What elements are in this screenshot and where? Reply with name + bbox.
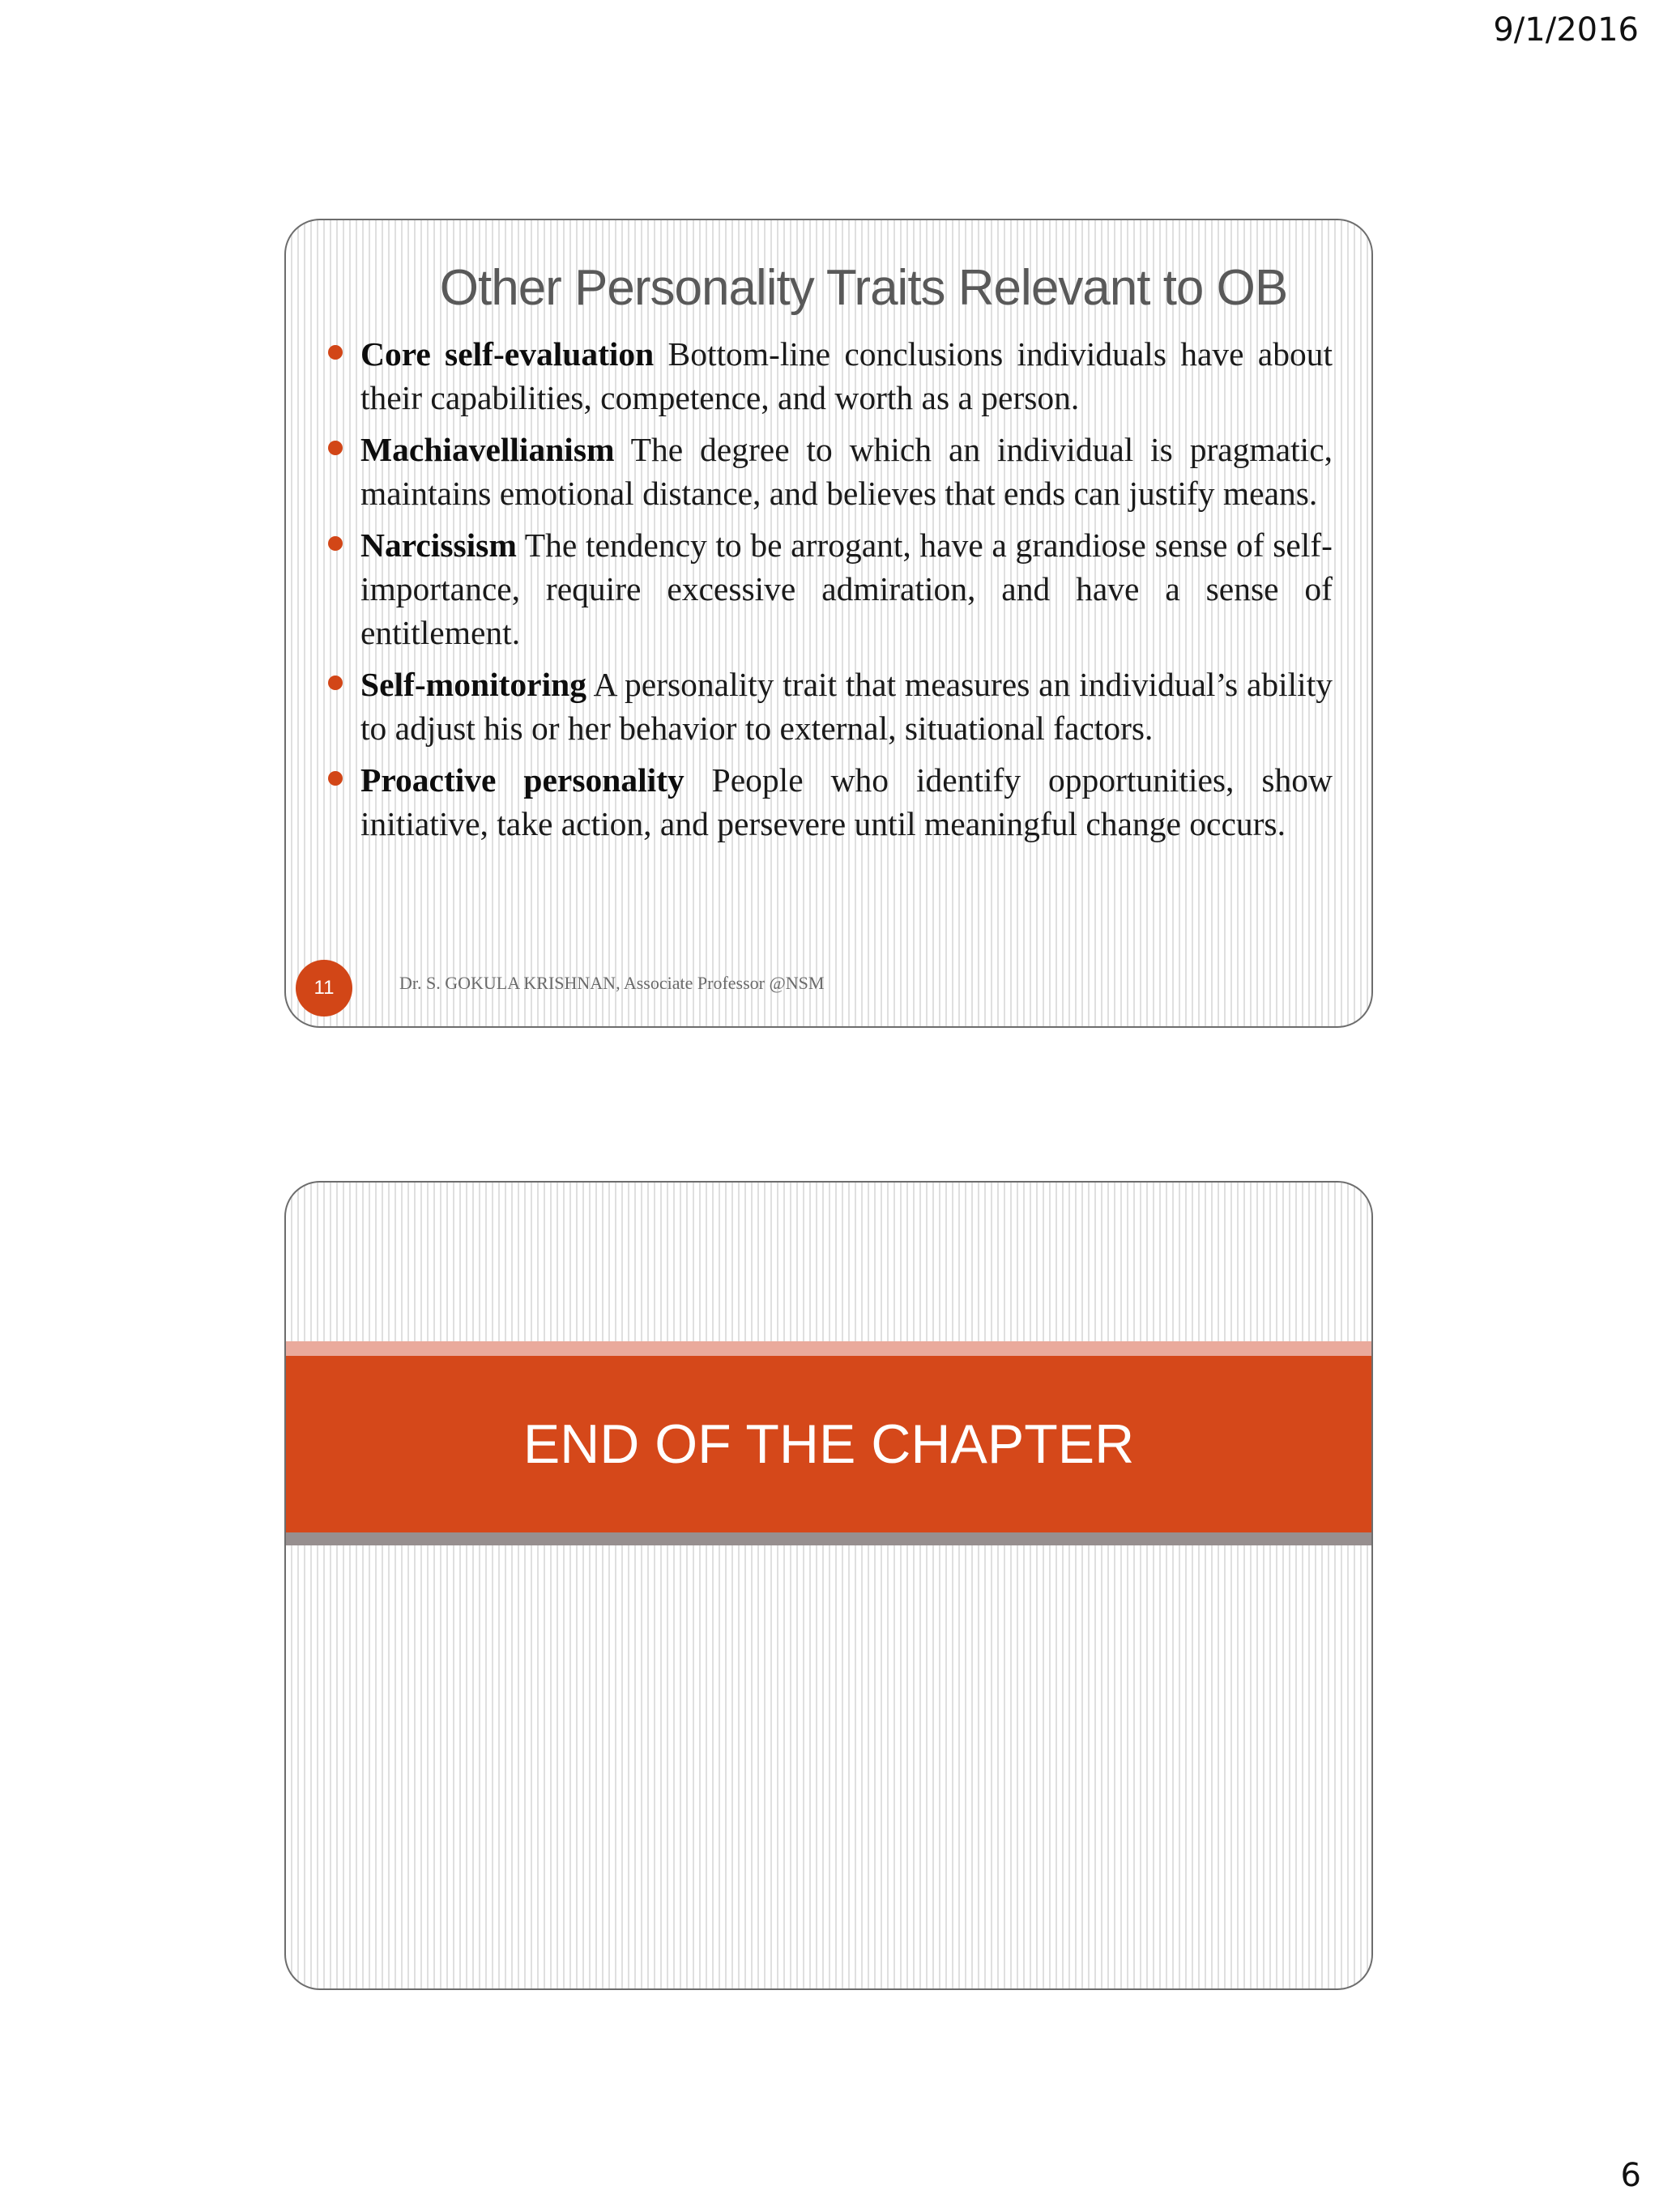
- bullet-definition: A personality trait that measures an individual’s ability to adjust his or her behavior to external, situational factors.: [360, 666, 1333, 747]
- bullet-term: Narcissism: [360, 526, 517, 564]
- slide-personality-traits: [284, 219, 1373, 1028]
- bullet-term: Core self-evaluation: [360, 335, 655, 373]
- slide-number-badge: 11: [296, 960, 352, 1016]
- bullet-dot-icon: [328, 536, 343, 551]
- bullet-definition: The tendency to be arrogant, have a grandiose sense of self-importance, require excessive admiration, and have a sense of entitlement.: [360, 526, 1333, 651]
- bullet-list: [326, 332, 1333, 854]
- title-band-bottom-stripe: [286, 1532, 1371, 1545]
- end-title: END OF THE CHAPTER: [522, 1413, 1135, 1475]
- bullet-definition: People who identify opportunities, show initiative, take action, and persevere until meaningful change occurs.: [360, 761, 1333, 842]
- slide-footer: Dr. S. GOKULA KRISHNAN, Associate Professor @NSM: [399, 973, 825, 993]
- bullet-item: [326, 663, 1333, 750]
- bullet-definition: Bottom-line conclusions individuals have about their capabilities, competence, and worth as a person.: [360, 335, 1333, 416]
- bullet-dot-icon: [328, 345, 343, 360]
- bullet-term: Proactive personality: [360, 761, 684, 799]
- bullet-item: [326, 758, 1333, 846]
- title-band-top-stripe: [286, 1341, 1371, 1356]
- bullet-term: Machiavellianism: [360, 431, 615, 468]
- bullet-dot-icon: [328, 676, 343, 690]
- bullet-item: [326, 428, 1333, 515]
- page-number: 6: [1620, 2157, 1641, 2194]
- slide-end-of-chapter: [284, 1181, 1373, 1990]
- page-date: 9/1/2016: [1493, 11, 1639, 49]
- bullet-dot-icon: [328, 771, 343, 786]
- bullet-item: [326, 523, 1333, 654]
- bullet-term: Self-monitoring: [360, 666, 586, 703]
- bullet-dot-icon: [328, 441, 343, 455]
- bullet-definition: The degree to which an individual is pragmatic, maintains emotional distance, and believes that ends can justify means.: [360, 431, 1333, 512]
- title-band: [286, 1356, 1371, 1532]
- slide-title: Other Personality Traits Relevant to OB: [439, 260, 1288, 316]
- bullet-item: [326, 332, 1333, 420]
